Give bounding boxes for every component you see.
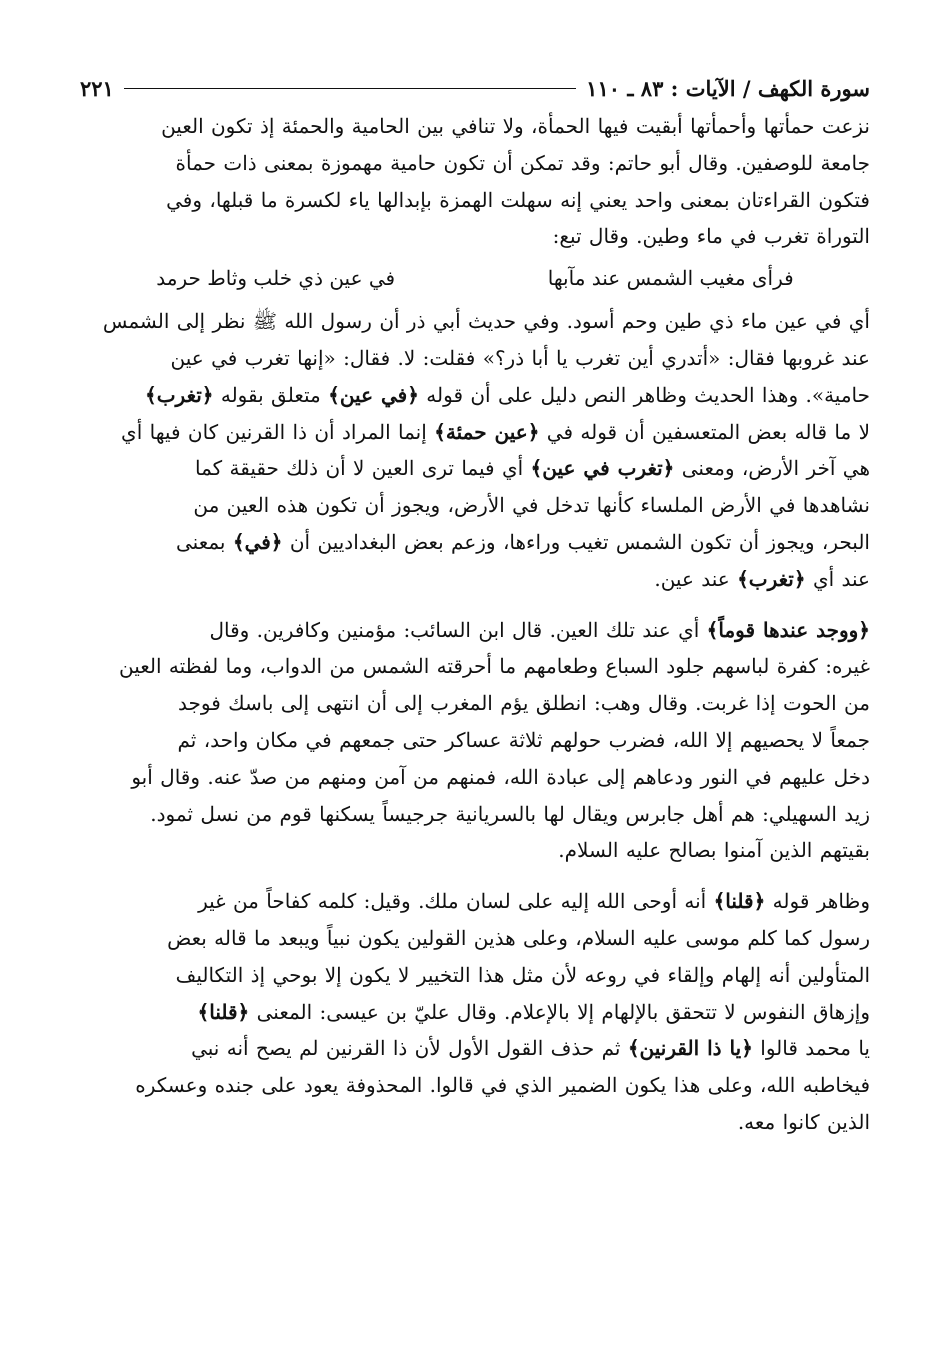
text-segment: حامية». وهذا الحديث وظاهر النص دليل على أن قوله (418, 382, 870, 407)
paragraph-2 (80, 303, 870, 597)
text-line: من الحوت إذا غربت. وقال وهب: انطلق يؤم المغرب إلى أن انتهى إلى باسك فوجد (178, 691, 870, 716)
text-line (80, 994, 870, 1031)
text-line: دخل عليهم في النور ودعاهم إلى عبادة الله، فمنهم من آمن ومنهم من صدّ عنه. وقال أبو (131, 764, 870, 789)
quran-quote: ﴿تغرب﴾ (737, 566, 806, 591)
text-line (80, 450, 870, 487)
text-line: نزعت حمأتها وأحمأتها أبقيت فيها الحمأة، ولا تنافي بين الحامية والحمئة إذ تكون العين (161, 114, 870, 138)
text-line (80, 1030, 870, 1067)
text-line (80, 612, 870, 649)
text-line (80, 414, 870, 451)
text-segment: عند أي (805, 566, 870, 591)
quran-quote: ﴿ووجد عندها قوماً﴾ (706, 617, 870, 642)
text-line: نشاهدها في الأرض الملساء كأنها تدخل في الأرض، ويجوز أن تكون هذه العين من (193, 493, 870, 518)
text-segment: أي عند تلك العين. قال ابن السائب: مؤمنين وكافرين. وقال (209, 617, 707, 642)
text-line: المتأولين أنه إلهام وإلقاء في روعه لأن مثل هذا التخيير لا يكون إلا بوحي إذ التكاليف (175, 962, 870, 987)
text-segment: متعلق بقوله (213, 382, 329, 407)
page-number: ٢٢١ (80, 75, 114, 101)
quran-quote: ﴿قلنا﴾ (197, 999, 250, 1024)
text-segment: أنه أوحى الله إليه على لسان ملك. وقيل: كلمه كفاحاً من غير (198, 889, 714, 914)
text-line: بقيتهم الذين آمنوا بصالح عليه السلام. (558, 838, 870, 863)
text-segment: وظاهر قوله (765, 889, 870, 914)
page-header (80, 70, 870, 106)
text-segment: ثم حذف القول الأول لأن ذا القرنين لم يصح أنه نبي (191, 1036, 628, 1061)
text-segment: بمعنى (176, 529, 233, 554)
text-line: زيد السهيلي: هم أهل جابرس ويقال لها بالسريانية جرجيساً يسكنها قوم من نسل ثمود. (150, 801, 870, 826)
text-segment: لا ما قاله بعض المتعسفين أن قوله في (539, 419, 870, 444)
paragraph-gap (80, 598, 870, 612)
text-line: التوراة تغرب في ماء وطين. وقال تبع: (552, 224, 870, 249)
paragraph-1 (80, 108, 870, 255)
header-divider (124, 88, 576, 89)
quran-quote: ﴿قلنا﴾ (713, 889, 766, 914)
text-line: عند غروبها فقال: «أتدري أين تغرب يا أبا ذر؟» فقلت: لا. فقال: «إنها تغرب في عين (170, 345, 870, 370)
paragraph-3 (80, 612, 870, 870)
text-line (80, 883, 870, 920)
text-line: أي في عين ماء ذي طين وحم أسود. وفي حديث أبي ذر أن رسول الله ﷺ نظر إلى الشمس (102, 309, 870, 334)
paragraph-4 (80, 883, 870, 1141)
text-line: رسول كما كلم موسى عليه السلام، وعلى هذين القولين يكون نبياً ويبعد ما قاله بعض (167, 925, 870, 950)
text-line: جمعاً لا يحصيهم إلا الله، فضرب حولهم ثلاثة عساكر حتى جمعهم في مكان واحد، ثم (177, 727, 870, 752)
paragraph-gap (80, 869, 870, 883)
text-line: الذين كانوا معه. (737, 1109, 870, 1134)
book-page (80, 70, 870, 1141)
quran-quote: ﴿في﴾ (232, 529, 283, 554)
text-segment: أي فيما ترى العين لا أن ذلك حقيقة كما (194, 456, 531, 481)
poetry-verse (80, 259, 870, 297)
quran-quote: ﴿يا ذا القرنين﴾ (627, 1036, 753, 1061)
chapter-title: سورة الكهف / الآيات : ٨٣ ـ ١١٠ (586, 75, 870, 101)
quran-quote: ﴿عين حمئة﴾ (434, 419, 540, 444)
text-segment: وإزهاق النفوس لا تتحقق بالإلهام إلا بالإعلام. وقال عليّ بن عيسى: المعنى (249, 999, 870, 1024)
quran-quote: ﴿تغرب﴾ (144, 382, 214, 407)
text-segment: عند عين. (654, 566, 738, 591)
text-line (80, 561, 870, 598)
text-line: غيره: كفرة لباسهم جلود السباع وطعامهم ما أحرقته الشمس من الدواب، وما لفظته العين (118, 654, 870, 679)
text-line: فتكون القراءتان بمعنى واحد يعني إنه سهلت الهمزة بإبدالها ياء لكسرة ما قبلها، وفي (166, 187, 870, 212)
text-line (80, 377, 870, 414)
text-line: فيخاطبه الله، وعلى هذا يكون الضمير الذي في قالوا. المحذوفة يعود على جنده وعسكره (135, 1073, 870, 1098)
text-line (80, 524, 870, 561)
text-segment: البحر، ويجوز أن تكون الشمس تغيب وراءها، وزعم بعض البغداديين أن (282, 529, 870, 554)
text-segment: إنما المراد أن ذا القرنين كان فيها أي (121, 419, 435, 444)
verse-hemistich-left: في عين ذي خلب وثاط حرمد (156, 266, 396, 291)
quran-quote: ﴿تغرب في عين﴾ (530, 456, 675, 481)
quran-quote: ﴿في عين﴾ (328, 382, 419, 407)
text-line: جامعة للوصفين. وقال أبو حاتم: وقد تمكن أن تكون حامية مهموزة بمعنى ذات حمأة (175, 150, 870, 175)
verse-hemistich-right: فرأى مغيب الشمس عند مآبها (547, 266, 794, 291)
text-segment: يا محمد قالوا (752, 1036, 870, 1061)
text-segment: هي آخر الأرض، ومعنى (674, 456, 870, 481)
